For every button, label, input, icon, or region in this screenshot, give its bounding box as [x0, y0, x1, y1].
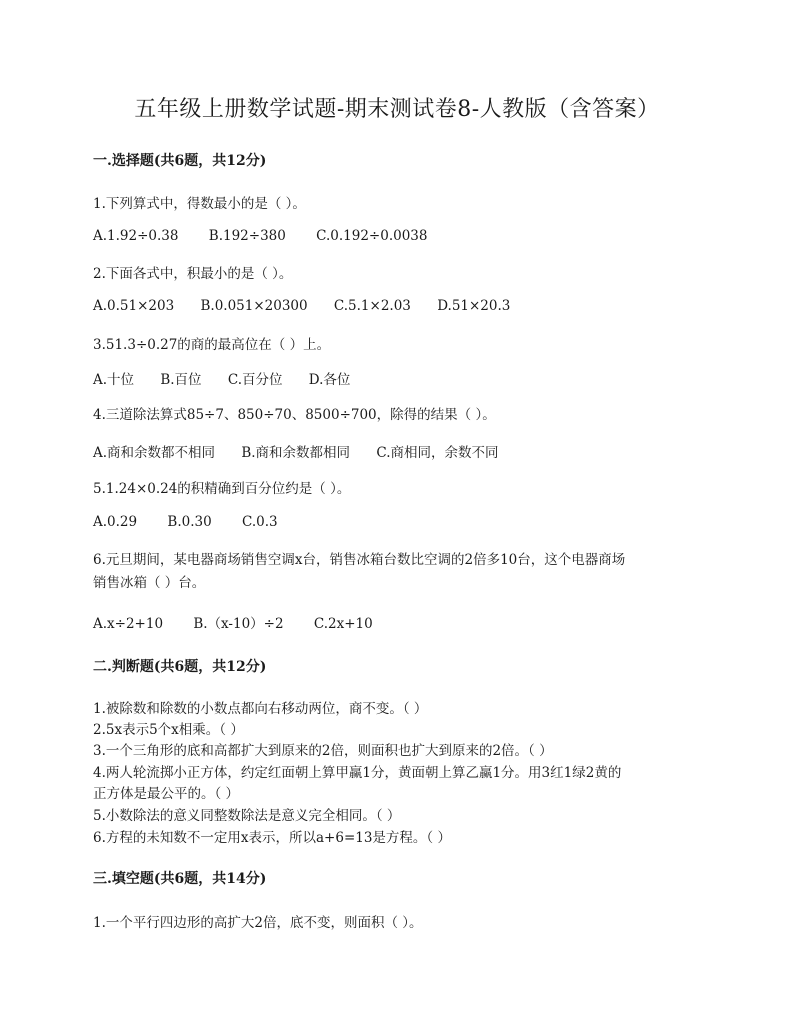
judgment-line: 正方体是最公平的。（ ） [93, 786, 240, 802]
option: A.1.92÷0.38 [93, 228, 179, 244]
question-text: 4.三道除法算式85÷7、850÷70、8500÷700，除得的结果（ ）。 [93, 407, 496, 423]
question-text: 5.1.24×0.24的积精确到百分位约是（ ）。 [93, 481, 351, 497]
option: B.192÷380 [208, 228, 286, 244]
question-options [93, 298, 510, 314]
question-options [93, 514, 278, 530]
question-text: 2.下面各式中，积最小的是（ ）。 [93, 266, 293, 282]
section-heading-choice: 一.选择题(共6题，共12分) [93, 153, 267, 169]
question-options [93, 228, 427, 244]
option: B.百位 [160, 372, 202, 388]
option: D.51×20.3 [437, 298, 511, 314]
page-title: 五年级上册数学试题-期末测试卷8-人教版（含答案） [134, 97, 660, 122]
option: A.x÷2+10 [93, 616, 164, 632]
option: B.0.30 [167, 514, 212, 530]
question-text-continued: 销售冰箱（ ）台。 [93, 575, 206, 591]
option: B.（x-10）÷2 [193, 616, 284, 632]
question-text: 3.51.3÷0.27的商的最高位在（ ）上。 [93, 337, 331, 353]
judgment-line: 5.小数除法的意义同整数除法是意义完全相同。（ ） [93, 808, 401, 824]
option: C.百分位 [227, 372, 283, 388]
section-heading-judgment: 二.判断题(共6题，共12分) [93, 659, 267, 675]
judgment-line: 3.一个三角形的底和高都扩大到原来的2倍，则面积也扩大到原来的2倍。（ ） [93, 743, 553, 759]
judgment-line: 4.两人轮流掷小正方体，约定红面朝上算甲赢1分，黄面朝上算乙赢1分。用3红1绿2黄的 [93, 765, 622, 781]
option: C.0.192÷0.0038 [316, 228, 428, 244]
fill-blank-line: 1.一个平行四边形的高扩大2倍，底不变，则面积（ ）。 [93, 915, 423, 931]
section-heading-fill-blank: 三.填空题(共6题，共14分) [93, 871, 267, 887]
option: A.0.51×203 [93, 298, 175, 314]
judgment-line: 6.方程的未知数不一定用x表示，所以a+6=13是方程。（ ） [93, 830, 451, 846]
option: C.5.1×2.03 [333, 298, 411, 314]
question-text: 6.元旦期间，某电器商场销售空调x台，销售冰箱台数比空调的2倍多10台，这个电器商场 [93, 552, 626, 568]
option: C.0.3 [241, 514, 278, 530]
option: A.0.29 [93, 514, 138, 530]
option: C.2x+10 [313, 616, 373, 632]
question-options [93, 368, 350, 388]
option: A.商和余数都不相同 [93, 445, 216, 461]
judgment-line: 1.被除数和除数的小数点都向右移动两位，商不变。（ ） [93, 701, 428, 717]
judgment-line: 2.5x表示5个x相乘。（ ） [93, 722, 244, 738]
option: A.十位 [93, 372, 135, 388]
question-options [93, 441, 499, 461]
option: B.商和余数都相同 [241, 445, 351, 461]
question-options [93, 612, 373, 632]
option: D.各位 [308, 372, 351, 388]
option: C.商相同，余数不同 [376, 445, 499, 461]
option: B.0.051×20300 [200, 298, 308, 314]
question-text: 1.下列算式中，得数最小的是（ ）。 [93, 196, 306, 212]
